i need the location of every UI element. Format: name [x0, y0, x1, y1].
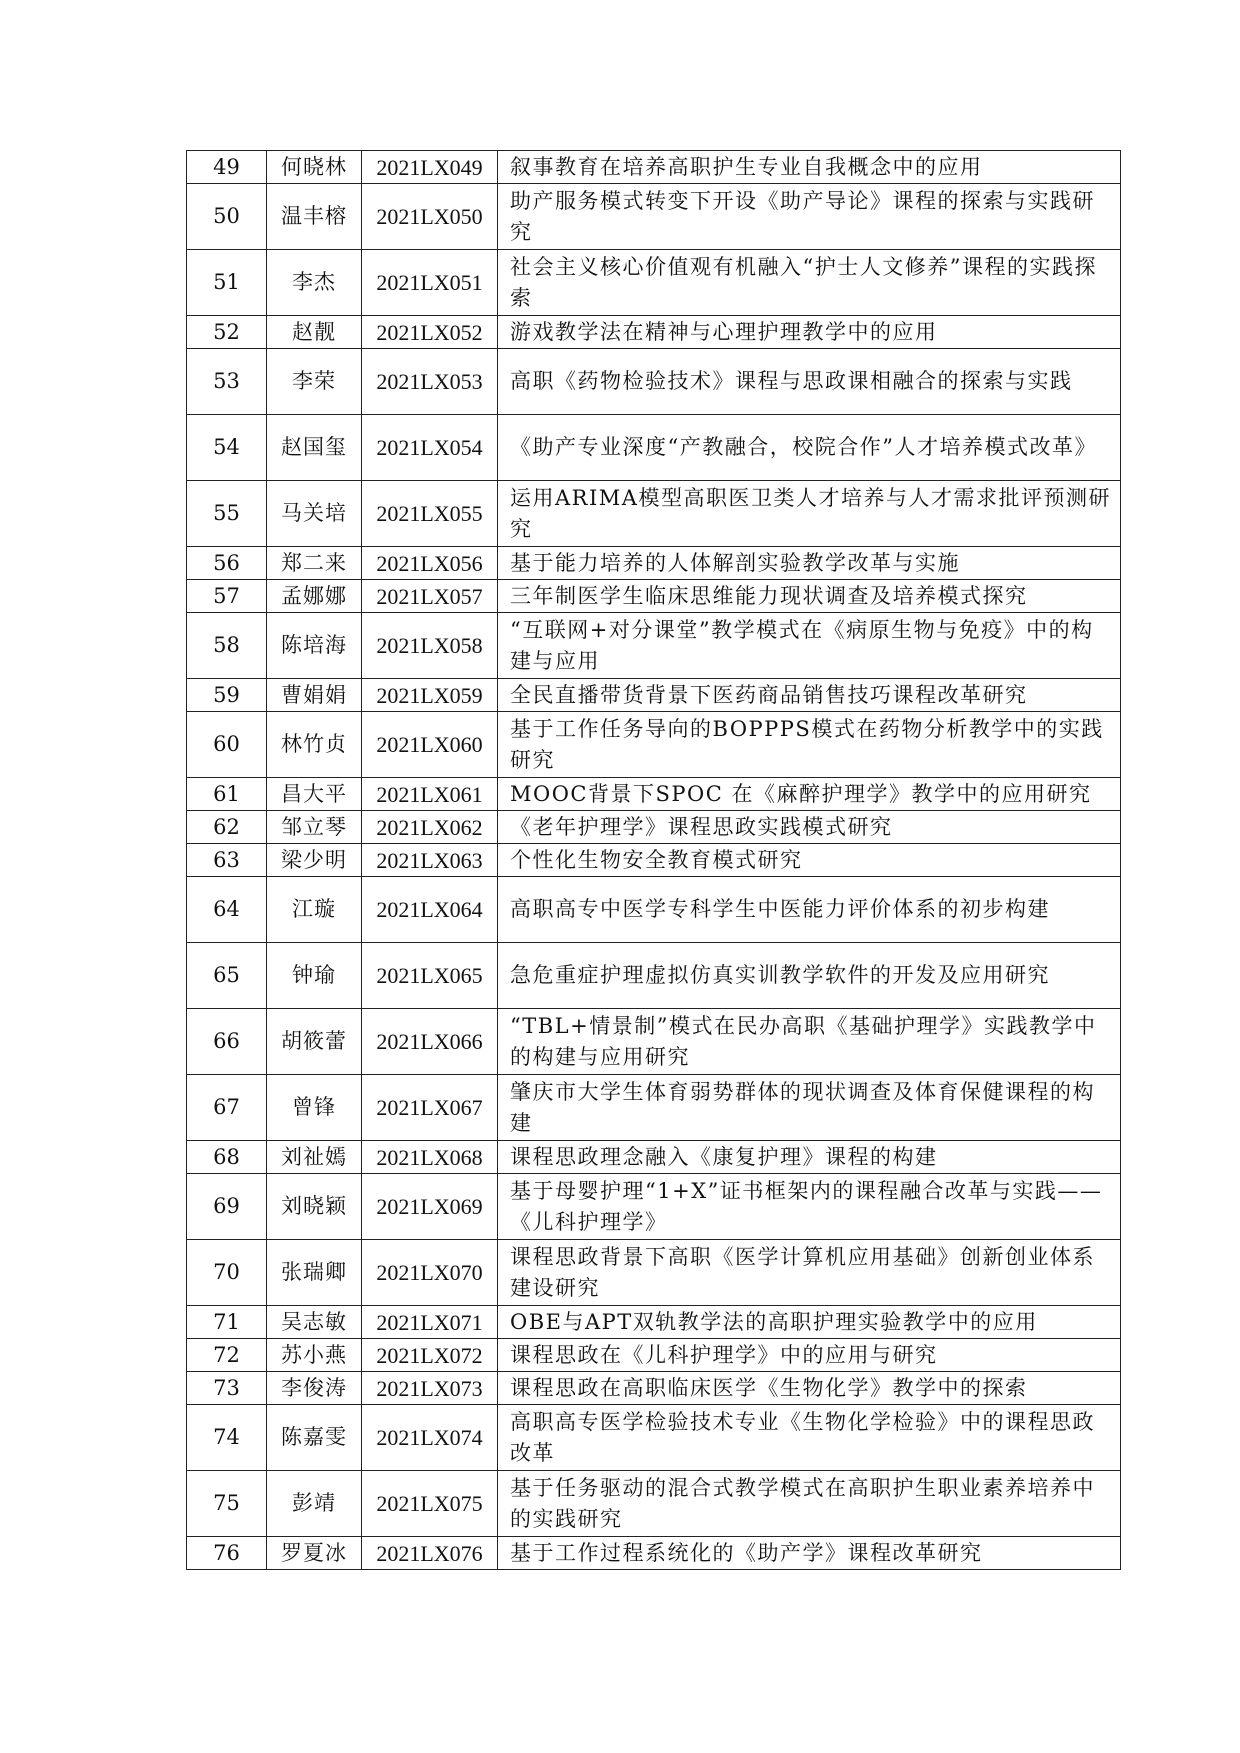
row-number: 64: [187, 877, 267, 943]
project-title: 三年制医学生临床思维能力现状调查及培养模式探究: [498, 580, 1121, 613]
project-title: MOOC背景下SPOC 在《麻醉护理学》教学中的应用研究: [498, 778, 1121, 811]
table-row: [187, 1405, 1121, 1471]
row-number: 50: [187, 184, 267, 250]
applicant-name: 曾锋: [267, 1075, 362, 1141]
row-number: 69: [187, 1174, 267, 1240]
applicant-name: 吴志敏: [267, 1306, 362, 1339]
table-row: [187, 811, 1121, 844]
project-code: 2021LX056: [362, 547, 498, 580]
project-title: 基于能力培养的人体解剖实验教学改革与实施: [498, 547, 1121, 580]
project-title: 高职《药物检验技术》课程与思政课相融合的探索与实践: [498, 349, 1121, 415]
table-row: [187, 415, 1121, 481]
row-number: 68: [187, 1141, 267, 1174]
applicant-name: 孟娜娜: [267, 580, 362, 613]
row-number: 65: [187, 943, 267, 1009]
applicant-name: 江璇: [267, 877, 362, 943]
applicant-name: 苏小燕: [267, 1339, 362, 1372]
project-code: 2021LX051: [362, 250, 498, 316]
project-code: 2021LX052: [362, 316, 498, 349]
project-title: 全民直播带货背景下医药商品销售技巧课程改革研究: [498, 679, 1121, 712]
project-title: OBE与APT双轨教学法的高职护理实验教学中的应用: [498, 1306, 1121, 1339]
applicant-name: 李荣: [267, 349, 362, 415]
row-number: 57: [187, 580, 267, 613]
table-row: [187, 1075, 1121, 1141]
project-code: 2021LX066: [362, 1009, 498, 1075]
project-code: 2021LX071: [362, 1306, 498, 1339]
applicant-name: 张瑞卿: [267, 1240, 362, 1306]
row-number: 61: [187, 778, 267, 811]
project-title: 游戏教学法在精神与心理护理教学中的应用: [498, 316, 1121, 349]
applicant-name: 彭靖: [267, 1471, 362, 1537]
project-title: 课程思政背景下高职《医学计算机应用基础》创新创业体系建设研究: [498, 1240, 1121, 1306]
project-title: 社会主义核心价值观有机融入“护士人文修养”课程的实践探索: [498, 250, 1121, 316]
table-row: [187, 547, 1121, 580]
project-title: 个性化生物安全教育模式研究: [498, 844, 1121, 877]
row-number: 52: [187, 316, 267, 349]
row-number: 54: [187, 415, 267, 481]
project-code: 2021LX049: [362, 151, 498, 184]
project-title: 运用ARIMA模型高职医卫类人才培养与人才需求批评预测研究: [498, 481, 1121, 547]
project-code: 2021LX076: [362, 1537, 498, 1570]
project-code: 2021LX061: [362, 778, 498, 811]
project-title: 《助产专业深度“产教融合，校院合作”人才培养模式改革》: [498, 415, 1121, 481]
row-number: 70: [187, 1240, 267, 1306]
project-title: 助产服务模式转变下开设《助产导论》课程的探索与实践研究: [498, 184, 1121, 250]
project-title: “TBL+情景制”模式在民办高职《基础护理学》实践教学中的构建与应用研究: [498, 1009, 1121, 1075]
table-row: [187, 151, 1121, 184]
table-row: [187, 250, 1121, 316]
row-number: 75: [187, 1471, 267, 1537]
project-title: 课程思政理念融入《康复护理》课程的构建: [498, 1141, 1121, 1174]
applicant-name: 刘晓颖: [267, 1174, 362, 1240]
row-number: 62: [187, 811, 267, 844]
project-title: 急危重症护理虚拟仿真实训教学软件的开发及应用研究: [498, 943, 1121, 1009]
table-row: [187, 712, 1121, 778]
project-code: 2021LX057: [362, 580, 498, 613]
applicant-name: 刘祉嫣: [267, 1141, 362, 1174]
table-row: [187, 778, 1121, 811]
row-number: 76: [187, 1537, 267, 1570]
applicant-name: 赵国玺: [267, 415, 362, 481]
applicant-name: 梁少明: [267, 844, 362, 877]
project-title: 《老年护理学》课程思政实践模式研究: [498, 811, 1121, 844]
applicant-name: 陈嘉雯: [267, 1405, 362, 1471]
table-row: [187, 1537, 1121, 1570]
table-row: [187, 1471, 1121, 1537]
table-row: [187, 316, 1121, 349]
applicant-name: 罗夏冰: [267, 1537, 362, 1570]
row-number: 63: [187, 844, 267, 877]
row-number: 74: [187, 1405, 267, 1471]
table-row: [187, 943, 1121, 1009]
project-list-table: [186, 150, 1121, 1570]
applicant-name: 何晓林: [267, 151, 362, 184]
project-title: 肇庆市大学生体育弱势群体的现状调查及体育保健课程的构建: [498, 1075, 1121, 1141]
project-code: 2021LX050: [362, 184, 498, 250]
project-title: 基于工作任务导向的BOPPPS模式在药物分析教学中的实践研究: [498, 712, 1121, 778]
row-number: 72: [187, 1339, 267, 1372]
table-row: [187, 1372, 1121, 1405]
applicant-name: 林竹贞: [267, 712, 362, 778]
project-code: 2021LX053: [362, 349, 498, 415]
project-title: 基于任务驱动的混合式教学模式在高职护生职业素养培养中的实践研究: [498, 1471, 1121, 1537]
applicant-name: 李杰: [267, 250, 362, 316]
applicant-name: 李俊涛: [267, 1372, 362, 1405]
project-code: 2021LX068: [362, 1141, 498, 1174]
row-number: 67: [187, 1075, 267, 1141]
table-row: [187, 1339, 1121, 1372]
project-title: “互联网+对分课堂”教学模式在《病原生物与免疫》中的构建与应用: [498, 613, 1121, 679]
applicant-name: 胡筱蕾: [267, 1009, 362, 1075]
applicant-name: 郑二来: [267, 547, 362, 580]
row-number: 55: [187, 481, 267, 547]
project-code: 2021LX055: [362, 481, 498, 547]
table-row: [187, 1306, 1121, 1339]
project-code: 2021LX054: [362, 415, 498, 481]
table-row: [187, 1009, 1121, 1075]
table-row: [187, 349, 1121, 415]
project-title: 叙事教育在培养高职护生专业自我概念中的应用: [498, 151, 1121, 184]
project-code: 2021LX070: [362, 1240, 498, 1306]
row-number: 71: [187, 1306, 267, 1339]
row-number: 49: [187, 151, 267, 184]
project-code: 2021LX058: [362, 613, 498, 679]
project-code: 2021LX073: [362, 1372, 498, 1405]
project-title: 高职高专中医学专科学生中医能力评价体系的初步构建: [498, 877, 1121, 943]
applicant-name: 邹立琴: [267, 811, 362, 844]
table-row: [187, 1240, 1121, 1306]
row-number: 60: [187, 712, 267, 778]
project-title: 基于工作过程系统化的《助产学》课程改革研究: [498, 1537, 1121, 1570]
project-code: 2021LX074: [362, 1405, 498, 1471]
project-code: 2021LX063: [362, 844, 498, 877]
table-row: [187, 481, 1121, 547]
project-title: 课程思政在高职临床医学《生物化学》教学中的探索: [498, 1372, 1121, 1405]
applicant-name: 温丰榕: [267, 184, 362, 250]
project-title: 课程思政在《儿科护理学》中的应用与研究: [498, 1339, 1121, 1372]
applicant-name: 曹娟娟: [267, 679, 362, 712]
project-code: 2021LX069: [362, 1174, 498, 1240]
project-code: 2021LX075: [362, 1471, 498, 1537]
table-row: [187, 580, 1121, 613]
table-row: [187, 679, 1121, 712]
row-number: 53: [187, 349, 267, 415]
project-title: 基于母婴护理“1+X”证书框架内的课程融合改革与实践——《儿科护理学》: [498, 1174, 1121, 1240]
table-row: [187, 1141, 1121, 1174]
project-code: 2021LX064: [362, 877, 498, 943]
row-number: 66: [187, 1009, 267, 1075]
applicant-name: 赵靓: [267, 316, 362, 349]
row-number: 73: [187, 1372, 267, 1405]
table-body: [187, 151, 1121, 1570]
table-row: [187, 844, 1121, 877]
project-code: 2021LX065: [362, 943, 498, 1009]
table-row: [187, 184, 1121, 250]
row-number: 58: [187, 613, 267, 679]
project-code: 2021LX060: [362, 712, 498, 778]
applicant-name: 钟瑜: [267, 943, 362, 1009]
row-number: 56: [187, 547, 267, 580]
project-code: 2021LX059: [362, 679, 498, 712]
project-code: 2021LX067: [362, 1075, 498, 1141]
applicant-name: 陈培海: [267, 613, 362, 679]
applicant-name: 马关培: [267, 481, 362, 547]
table-row: [187, 613, 1121, 679]
project-code: 2021LX062: [362, 811, 498, 844]
project-code: 2021LX072: [362, 1339, 498, 1372]
table-row: [187, 1174, 1121, 1240]
project-title: 高职高专医学检验技术专业《生物化学检验》中的课程思政改革: [498, 1405, 1121, 1471]
applicant-name: 昌大平: [267, 778, 362, 811]
row-number: 59: [187, 679, 267, 712]
row-number: 51: [187, 250, 267, 316]
table-row: [187, 877, 1121, 943]
